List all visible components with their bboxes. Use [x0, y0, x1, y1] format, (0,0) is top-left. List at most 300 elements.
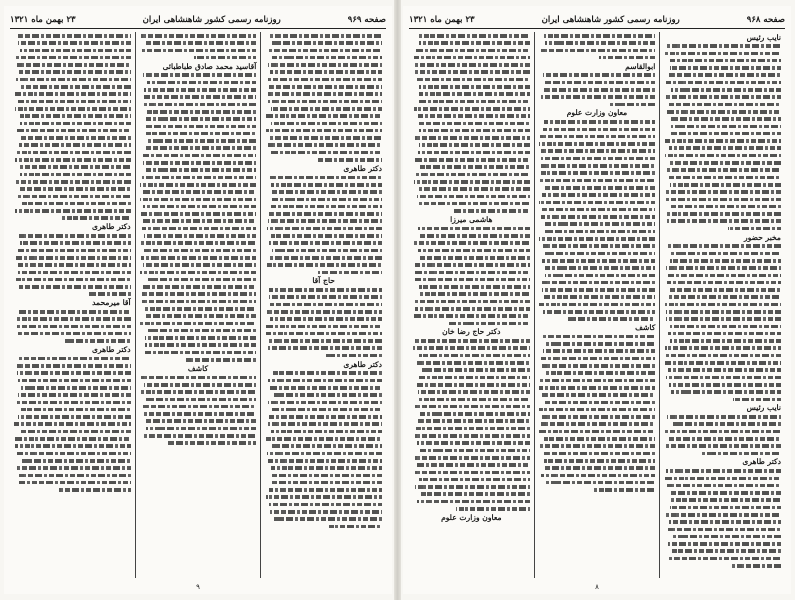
body-text-line: [664, 130, 781, 137]
body-text-line: [664, 174, 781, 181]
body-text-line: [413, 476, 530, 483]
body-text-line: [14, 120, 131, 127]
body-text-line: [664, 435, 781, 442]
speaker-heading: کاشف: [635, 323, 656, 333]
body-text-line: [413, 185, 530, 192]
body-text-line: [539, 413, 656, 420]
body-text-line: [664, 540, 781, 547]
page-number: صفحه ۹۶۸: [746, 15, 785, 25]
body-text-line: [265, 47, 382, 54]
body-text-line: [14, 200, 131, 207]
body-text-line: [265, 174, 382, 181]
body-text-line: [14, 442, 131, 449]
body-text-line: [539, 257, 656, 264]
speaker-heading: آقا میرمحمد: [92, 298, 131, 308]
body-text-line: [539, 391, 656, 398]
body-text-line: [664, 50, 781, 57]
body-text-line: [664, 396, 781, 403]
body-text-line: [664, 366, 781, 373]
body-text-line: [539, 32, 656, 39]
body-text-line: [664, 166, 781, 173]
body-text-line: [664, 210, 781, 217]
body-text-line: [265, 112, 382, 119]
speaker-heading: دکتر حاج رضا خان: [442, 327, 501, 337]
body-text-line: [14, 355, 131, 362]
body-text-line: [413, 366, 530, 373]
body-text-line: [413, 283, 530, 290]
gazette-title: روزنامه رسمی کشور شاهنشاهی ایران: [541, 15, 680, 25]
body-text-line: [14, 420, 131, 427]
body-text-line: [413, 207, 530, 214]
page-number: صفحه ۹۶۹: [347, 15, 386, 25]
body-text-line: [664, 250, 781, 257]
body-text-line: [265, 293, 382, 300]
body-text-line: [413, 417, 530, 424]
body-text-line: [14, 76, 131, 83]
body-text-line: [265, 428, 382, 435]
body-text-line: [265, 515, 382, 522]
body-text-line: [265, 413, 382, 420]
body-text-line: [539, 228, 656, 235]
body-text-line: [539, 191, 656, 198]
body-text-line: [539, 333, 656, 340]
body-text-line: [539, 39, 656, 46]
body-text-line: [265, 217, 382, 224]
body-text-line: [539, 169, 656, 176]
body-text-line: [14, 323, 131, 330]
issue-date: ۲۳ بهمن ماه ۱۳۲۱: [10, 15, 76, 25]
body-text-line: [539, 155, 656, 162]
body-text-line: [265, 98, 382, 105]
body-text-line: [265, 68, 382, 75]
body-text-line: [14, 105, 131, 112]
body-text-line: [265, 450, 382, 457]
body-text-line: [539, 435, 656, 442]
body-text-line: [539, 472, 656, 479]
body-text-line: [413, 439, 530, 446]
body-text-line: [14, 261, 131, 268]
body-text-line: [265, 442, 382, 449]
body-text-line: [413, 381, 530, 388]
body-text-line: [413, 254, 530, 261]
body-text-line: [140, 144, 257, 151]
body-text-line: [539, 235, 656, 242]
body-text-line: [14, 428, 131, 435]
body-text-line: [664, 467, 781, 474]
body-text-line: [140, 283, 257, 290]
body-text-line: [413, 396, 530, 403]
body-text-line: [539, 177, 656, 184]
body-text-line: [664, 413, 781, 420]
body-text-line: [140, 396, 257, 403]
body-text-line: [265, 464, 382, 471]
body-text-line: [265, 330, 382, 337]
body-text-line: [14, 207, 131, 214]
speaker-heading: نایب رئیس: [746, 403, 781, 413]
body-text-line: [413, 490, 530, 497]
body-text-line: [539, 79, 656, 86]
body-text-line: [265, 247, 382, 254]
body-text-line: [140, 276, 257, 283]
body-text-line: [413, 239, 530, 246]
body-text-line: [14, 171, 131, 178]
body-text-line: [140, 356, 257, 363]
right-page: [403, 6, 791, 594]
body-text-line: [664, 323, 781, 330]
body-text-line: [140, 210, 257, 217]
body-text-line: [664, 286, 781, 293]
body-text-line: [413, 54, 530, 61]
body-text-line: [664, 152, 781, 159]
body-text-line: [265, 181, 382, 188]
body-text-line: [413, 498, 530, 505]
body-text-line: [140, 159, 257, 166]
body-text-line: [413, 374, 530, 381]
body-text-line: [539, 272, 656, 279]
body-text-line: [413, 171, 530, 178]
text-column: [409, 32, 535, 578]
body-text-line: [140, 432, 257, 439]
body-text-line: [664, 428, 781, 435]
body-text-line: [413, 112, 530, 119]
body-text-line: [664, 504, 781, 511]
body-text-line: [664, 101, 781, 108]
body-text-line: [265, 156, 382, 163]
body-text-line: [664, 293, 781, 300]
right-page-columns: [409, 32, 785, 578]
body-text-line: [14, 406, 131, 413]
body-text-line: [413, 163, 530, 170]
body-text-line: [539, 399, 656, 406]
body-text-line: [413, 83, 530, 90]
body-text-line: [140, 47, 257, 54]
body-text-line: [539, 457, 656, 464]
body-text-line: [140, 93, 257, 100]
body-text-line: [140, 188, 257, 195]
body-text-line: [265, 261, 382, 268]
body-text-line: [140, 86, 257, 93]
body-text-line: [664, 547, 781, 554]
body-text-line: [265, 323, 382, 330]
body-text-line: [664, 388, 781, 395]
body-text-line: [664, 533, 781, 540]
body-text-line: [664, 420, 781, 427]
body-text-line: [140, 115, 257, 122]
body-text-line: [265, 225, 382, 232]
body-text-line: [14, 377, 131, 384]
speaker-heading: آقاسید محمد صادق طباطبائی: [162, 61, 257, 71]
body-text-line: [539, 93, 656, 100]
speaker-heading: دکتر طاهری: [92, 222, 131, 232]
body-text-line: [664, 352, 781, 359]
body-text-line: [664, 123, 781, 130]
body-text-line: [664, 108, 781, 115]
body-text-line: [14, 141, 131, 148]
body-text-line: [413, 312, 530, 319]
body-text-line: [413, 98, 530, 105]
text-column: [261, 32, 386, 578]
body-text-line: [265, 406, 382, 413]
body-text-line: [539, 86, 656, 93]
body-text-line: [140, 290, 257, 297]
body-text-line: [413, 178, 530, 185]
body-text-line: [140, 403, 257, 410]
body-text-line: [140, 261, 257, 268]
body-text-line: [140, 312, 257, 319]
body-text-line: [140, 254, 257, 261]
body-text-line: [14, 450, 131, 457]
body-text-line: [664, 301, 781, 308]
body-text-line: [14, 399, 131, 406]
body-text-line: [664, 57, 781, 64]
speaker-heading: مخبر حضور: [744, 232, 781, 242]
body-text-line: [664, 79, 781, 86]
body-text-line: [14, 315, 131, 322]
body-text-line: [140, 108, 257, 115]
body-text-line: [539, 428, 656, 435]
body-text-line: [14, 413, 131, 420]
body-text-line: [539, 362, 656, 369]
body-text-line: [265, 337, 382, 344]
body-text-line: [14, 254, 131, 261]
body-text-line: [539, 184, 656, 191]
body-text-line: [14, 112, 131, 119]
body-text-line: [539, 54, 656, 61]
body-text-line: [413, 61, 530, 68]
body-text-line: [664, 159, 781, 166]
body-text-line: [664, 257, 781, 264]
body-text-line: [539, 486, 656, 493]
body-text-line: [413, 425, 530, 432]
body-text-line: [413, 359, 530, 366]
left-page-header: [10, 12, 386, 29]
body-text-line: [265, 377, 382, 384]
body-text-line: [14, 239, 131, 246]
body-text-line: [413, 90, 530, 97]
body-text-line: [664, 518, 781, 525]
body-text-line: [14, 98, 131, 105]
body-text-line: [265, 420, 382, 427]
left-page-columns: [10, 32, 386, 578]
body-text-line: [140, 32, 257, 39]
body-text-line: [413, 47, 530, 54]
body-text-line: [664, 93, 781, 100]
body-text-line: [265, 149, 382, 156]
body-text-line: [664, 475, 781, 482]
body-text-line: [140, 247, 257, 254]
body-text-line: [265, 120, 382, 127]
speaker-heading: معاون وزارت علوم: [441, 512, 502, 522]
body-text-line: [14, 435, 131, 442]
body-text-line: [539, 406, 656, 413]
body-text-line: [664, 242, 781, 249]
body-text-line: [265, 308, 382, 315]
body-text-line: [14, 337, 131, 344]
body-text-line: [413, 461, 530, 468]
body-text-line: [539, 420, 656, 427]
body-text-line: [413, 320, 530, 327]
body-text-line: [14, 127, 131, 134]
body-text-line: [413, 193, 530, 200]
body-text-line: [265, 239, 382, 246]
body-text-line: [14, 479, 131, 486]
body-text-line: [413, 232, 530, 239]
left-page: [4, 6, 392, 594]
body-text-line: [140, 174, 257, 181]
body-text-line: [664, 217, 781, 224]
body-text-line: [14, 330, 131, 337]
body-text-line: [664, 71, 781, 78]
speaker-heading: کاشف: [187, 363, 209, 373]
body-text-line: [265, 315, 382, 322]
body-text-line: [539, 315, 656, 322]
body-text-line: [14, 472, 131, 479]
body-text-line: [140, 166, 257, 173]
body-text-line: [140, 181, 257, 188]
body-text-line: [265, 384, 382, 391]
body-text-line: [265, 493, 382, 500]
body-text-line: [539, 355, 656, 362]
body-text-line: [14, 83, 131, 90]
issue-date: ۲۳ بهمن ماه ۱۳۲۱: [409, 15, 475, 25]
speaker-heading: ابوالقاسم: [625, 61, 656, 71]
body-text-line: [413, 200, 530, 207]
body-text-line: [539, 162, 656, 169]
body-text-line: [140, 269, 257, 276]
body-text-line: [14, 290, 131, 297]
body-text-line: [140, 239, 257, 246]
body-text-line: [539, 126, 656, 133]
body-text-line: [140, 410, 257, 417]
body-text-line: [140, 101, 257, 108]
body-text-line: [14, 464, 131, 471]
body-text-line: [539, 147, 656, 154]
body-text-line: [265, 479, 382, 486]
body-text-line: [539, 293, 656, 300]
body-text-line: [539, 199, 656, 206]
body-text-line: [413, 298, 530, 305]
body-text-line: [14, 486, 131, 493]
body-text-line: [664, 496, 781, 503]
text-column: [660, 32, 785, 578]
body-text-line: [14, 90, 131, 97]
body-text-line: [14, 362, 131, 369]
body-text-line: [664, 337, 781, 344]
body-text-line: [664, 264, 781, 271]
body-text-line: [664, 188, 781, 195]
body-text-line: [265, 32, 382, 39]
body-text-line: [140, 152, 257, 159]
body-text-line: [413, 337, 530, 344]
body-text-line: [664, 181, 781, 188]
body-text-line: [140, 225, 257, 232]
body-text-line: [539, 250, 656, 257]
body-text-line: [539, 101, 656, 108]
body-text-line: [14, 232, 131, 239]
body-text-line: [140, 54, 257, 61]
body-text-line: [14, 247, 131, 254]
body-text-line: [14, 149, 131, 156]
body-text-line: [664, 359, 781, 366]
body-text-line: [539, 308, 656, 315]
body-text-line: [265, 486, 382, 493]
body-text-line: [539, 369, 656, 376]
body-text-line: [413, 447, 530, 454]
body-text-line: [413, 261, 530, 268]
body-text-line: [539, 479, 656, 486]
body-text-line: [140, 305, 257, 312]
body-text-line: [664, 374, 781, 381]
body-text-line: [664, 450, 781, 457]
body-text-line: [140, 320, 257, 327]
body-text-line: [664, 272, 781, 279]
body-text-line: [140, 334, 257, 341]
body-text-line: [539, 133, 656, 140]
body-text-line: [413, 483, 530, 490]
body-text-line: [140, 79, 257, 86]
body-text-line: [14, 308, 131, 315]
body-text-line: [140, 439, 257, 446]
body-text-line: [413, 120, 530, 127]
speaker-heading: دکتر طاهری: [92, 344, 131, 354]
body-text-line: [265, 523, 382, 530]
body-text-line: [140, 298, 257, 305]
body-text-line: [413, 388, 530, 395]
body-text-line: [140, 123, 257, 130]
speaker-heading: حاج آقا: [312, 276, 335, 286]
body-text-line: [539, 301, 656, 308]
body-text-line: [413, 39, 530, 46]
body-text-line: [140, 71, 257, 78]
body-text-line: [413, 32, 530, 39]
body-text-line: [413, 410, 530, 417]
body-text-line: [140, 374, 257, 381]
body-text-line: [413, 505, 530, 512]
body-text-line: [265, 39, 382, 46]
body-text-line: [14, 47, 131, 54]
body-text-line: [413, 454, 530, 461]
body-text-line: [14, 134, 131, 141]
body-text-line: [413, 269, 530, 276]
body-text-line: [539, 340, 656, 347]
body-text-line: [413, 290, 530, 297]
body-text-line: [413, 141, 530, 148]
body-text-line: [664, 196, 781, 203]
body-text-line: [265, 196, 382, 203]
body-text-line: [14, 185, 131, 192]
body-text-line: [539, 47, 656, 54]
body-text-line: [413, 403, 530, 410]
body-text-line: [539, 206, 656, 213]
body-text-line: [265, 286, 382, 293]
body-text-line: [14, 193, 131, 200]
body-text-line: [14, 39, 131, 46]
body-text-line: [413, 76, 530, 83]
body-text-line: [664, 344, 781, 351]
body-text-line: [265, 54, 382, 61]
body-text-line: [140, 349, 257, 356]
body-text-line: [664, 64, 781, 71]
footer-page-number: ۹: [196, 583, 200, 591]
body-text-line: [664, 86, 781, 93]
gazette-title: روزنامه رسمی کشور شاهنشاهی ایران: [142, 15, 281, 25]
body-text-line: [265, 344, 382, 351]
body-text-line: [265, 457, 382, 464]
body-text-line: [140, 417, 257, 424]
body-text-line: [140, 388, 257, 395]
body-text-line: [265, 105, 382, 112]
body-text-line: [14, 391, 131, 398]
